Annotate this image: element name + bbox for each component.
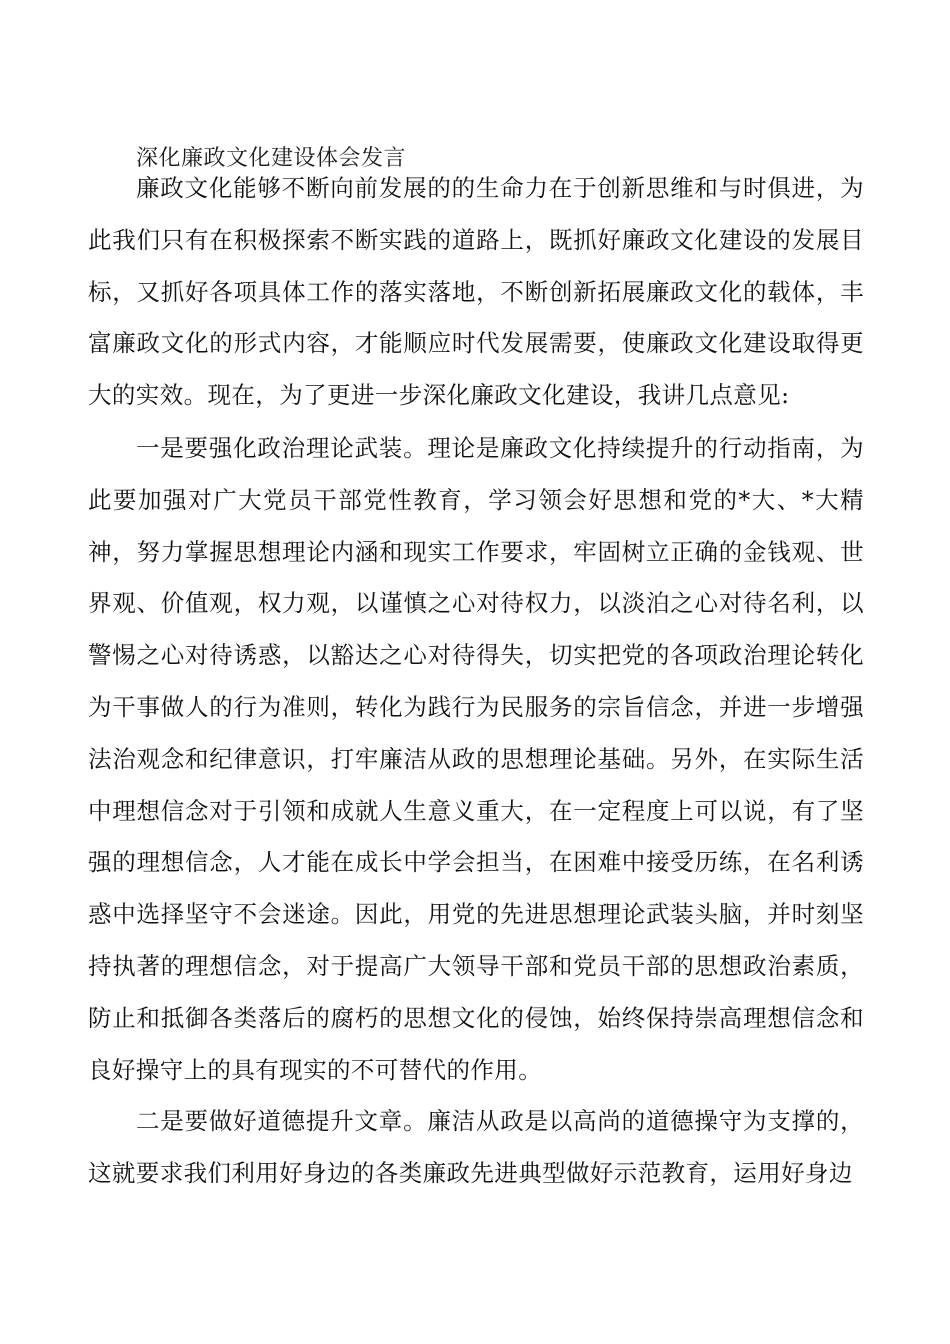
document-title: 深化廉政文化建设体会发言 (136, 146, 407, 171)
paragraph-intro: 廉政文化能够不断向前发展的的生命力在于创新思维和与时俱进，为此我们只有在积极探索不断实践的道路上，既抓好廉政文化建设的发展目标，又抓好各项具体工作的落实落地，不断创新拓展廉政文化的载体，丰富廉政文化的形式内容，才能顺应时代发展需要，使廉政文化建设取得更大的实效。现在，为了更进一步深化廉政文化建设，我讲几点意见: (88, 174, 864, 410)
paragraph-point-two: 二是要做好道德提升文章。廉洁从政是以高尚的道德操守为支撑的，这就要求我们利用好身边的各类廉政先进典型做好示范教育，运用好身边 (88, 1107, 864, 1187)
paragraph-point-one: 一是要强化政治理论武装。理论是廉政文化持续提升的行动指南，为此要加强对广大党员干部党性教育，学习领会好思想和党的*大、*大精神，努力掌握思想理论内涵和现实工作要求，牢固树立正确的金钱观、世界观、价值观，权力观，以谨慎之心对待权力，以淡泊之心对待名利，以警惕之心对待诱惑，以豁达之心对待得失，切实把党的各项政治理论转化为干事做人的行为准则，转化为践行为民服务的宗旨信念，并进一步增强法治观念和纪律意识，打牢廉洁从政的思想理论基础。另外，在实际生活中理想信念对于引领和成就人生意义重大，在一定程度上可以说，有了坚强的理想信念，人才能在成长中学会担当，在困难中接受历练，在名利诱惑中选择坚守不会迷途。因此，用党的先进思想理论武装头脑，并时刻坚持执著的理想信念，对于提高广大领导干部和党员干部的思想政治素质，防止和抵御各类落后的腐朽的思想文化的侵蚀，始终保持崇高理想信念和良好操守上的具有现实的不可替代的作用。 (88, 434, 864, 1084)
